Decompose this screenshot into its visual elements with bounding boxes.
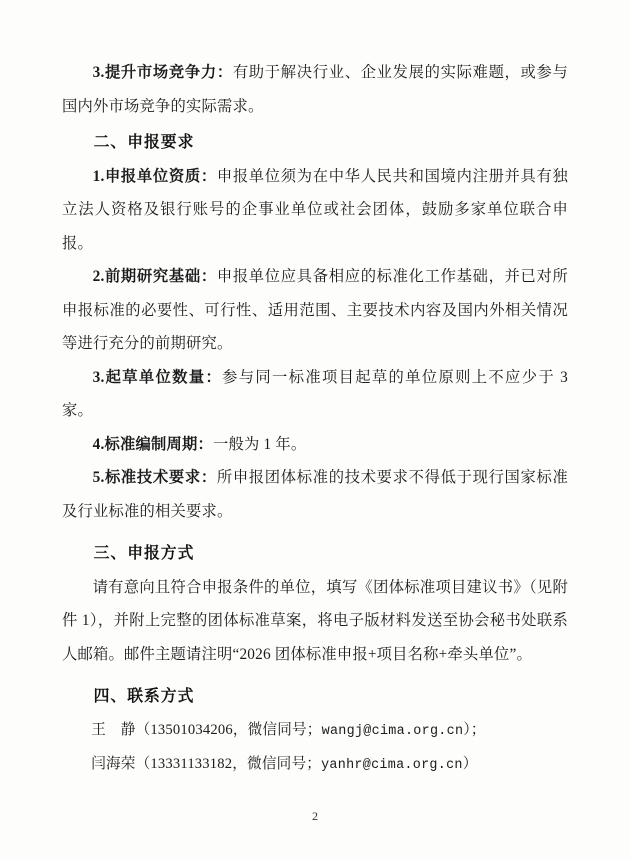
- document-body: [62, 56, 568, 782]
- contact-detail-suffix: ）: [462, 755, 478, 772]
- paragraph-submission-instructions: [62, 571, 568, 672]
- paragraph-lead: 4.标准编制周期：: [92, 435, 213, 453]
- contact-detail-prefix: （13331133182，微信同号；: [135, 755, 322, 772]
- paragraph-lead: 2.前期研究基础：: [92, 268, 217, 285]
- paragraph-lead: 3.起草单位数量：: [92, 368, 223, 386]
- paragraph-text: 申报单位应具备相应的标准化工作基础，并已对所申报标准的必要性、可行性、适用范围、主要技术内容及国内外相关情况等进行充分的前期研究。: [62, 268, 568, 352]
- paragraph-applicant-qualification: [62, 160, 568, 261]
- paragraph-text: 有助于解决行业、企业发展的实际难题，或参与国内外市场竞争的实际需求。: [62, 64, 568, 115]
- paragraph-text: 所申报团体标准的技术要求不得低于现行国家标准及行业标准的相关要求。: [62, 469, 568, 520]
- contact-email: yanhr@cima.org.cn: [321, 757, 463, 773]
- section-heading-contact-information: 四、联系方式: [93, 688, 195, 705]
- section-heading-application-method: 三、申报方式: [93, 545, 195, 562]
- paragraph-lead: 5.标准技术要求：: [92, 469, 217, 486]
- contact-detail-prefix: （13501034206，微信同号；: [135, 721, 322, 738]
- paragraph-text: 申报单位须为在中华人民共和国境内注册并具有独立法人资格及银行账号的企事业单位或社会团体，鼓励多家单位联合申报。: [62, 167, 568, 252]
- contact-detail-suffix: ）；: [463, 721, 486, 738]
- paragraph-standard-cycle: [62, 428, 568, 462]
- paragraph-lead: 3.提升市场竞争力：: [92, 64, 233, 81]
- paragraph-text: 请有意向且符合申报条件的单位，填写《团体标准项目建议书》（见附件 1），并附上完整的团体标准草案，将电子版材料发送至协会秘书处联系人邮箱。邮件主题请注明“2026 团体标准申报+项目名称+牵头单位”。: [62, 578, 568, 663]
- page-number: 2: [312, 809, 318, 823]
- contact-name: 闫海荣: [91, 755, 136, 772]
- contact-name: 王 静: [91, 721, 136, 738]
- paragraph-technical-requirements: [62, 461, 568, 528]
- contact-line-wang-jing: [62, 714, 568, 748]
- paragraph-preliminary-research: [62, 260, 568, 361]
- contact-email: wangj@cima.org.cn: [321, 723, 464, 739]
- paragraph-market-competitiveness: [62, 56, 568, 123]
- paragraph-text: 参与同一标准项目起草的单位原则上不应少于 3 家。: [62, 368, 569, 419]
- section-heading-application-requirements: 二、申报要求: [93, 134, 195, 151]
- paragraph-drafting-unit-count: [62, 361, 568, 428]
- paragraph-lead: 1.申报单位资质：: [92, 167, 217, 185]
- contact-line-yan-hairong: [62, 748, 568, 782]
- paragraph-text: 一般为 1 年。: [212, 435, 307, 453]
